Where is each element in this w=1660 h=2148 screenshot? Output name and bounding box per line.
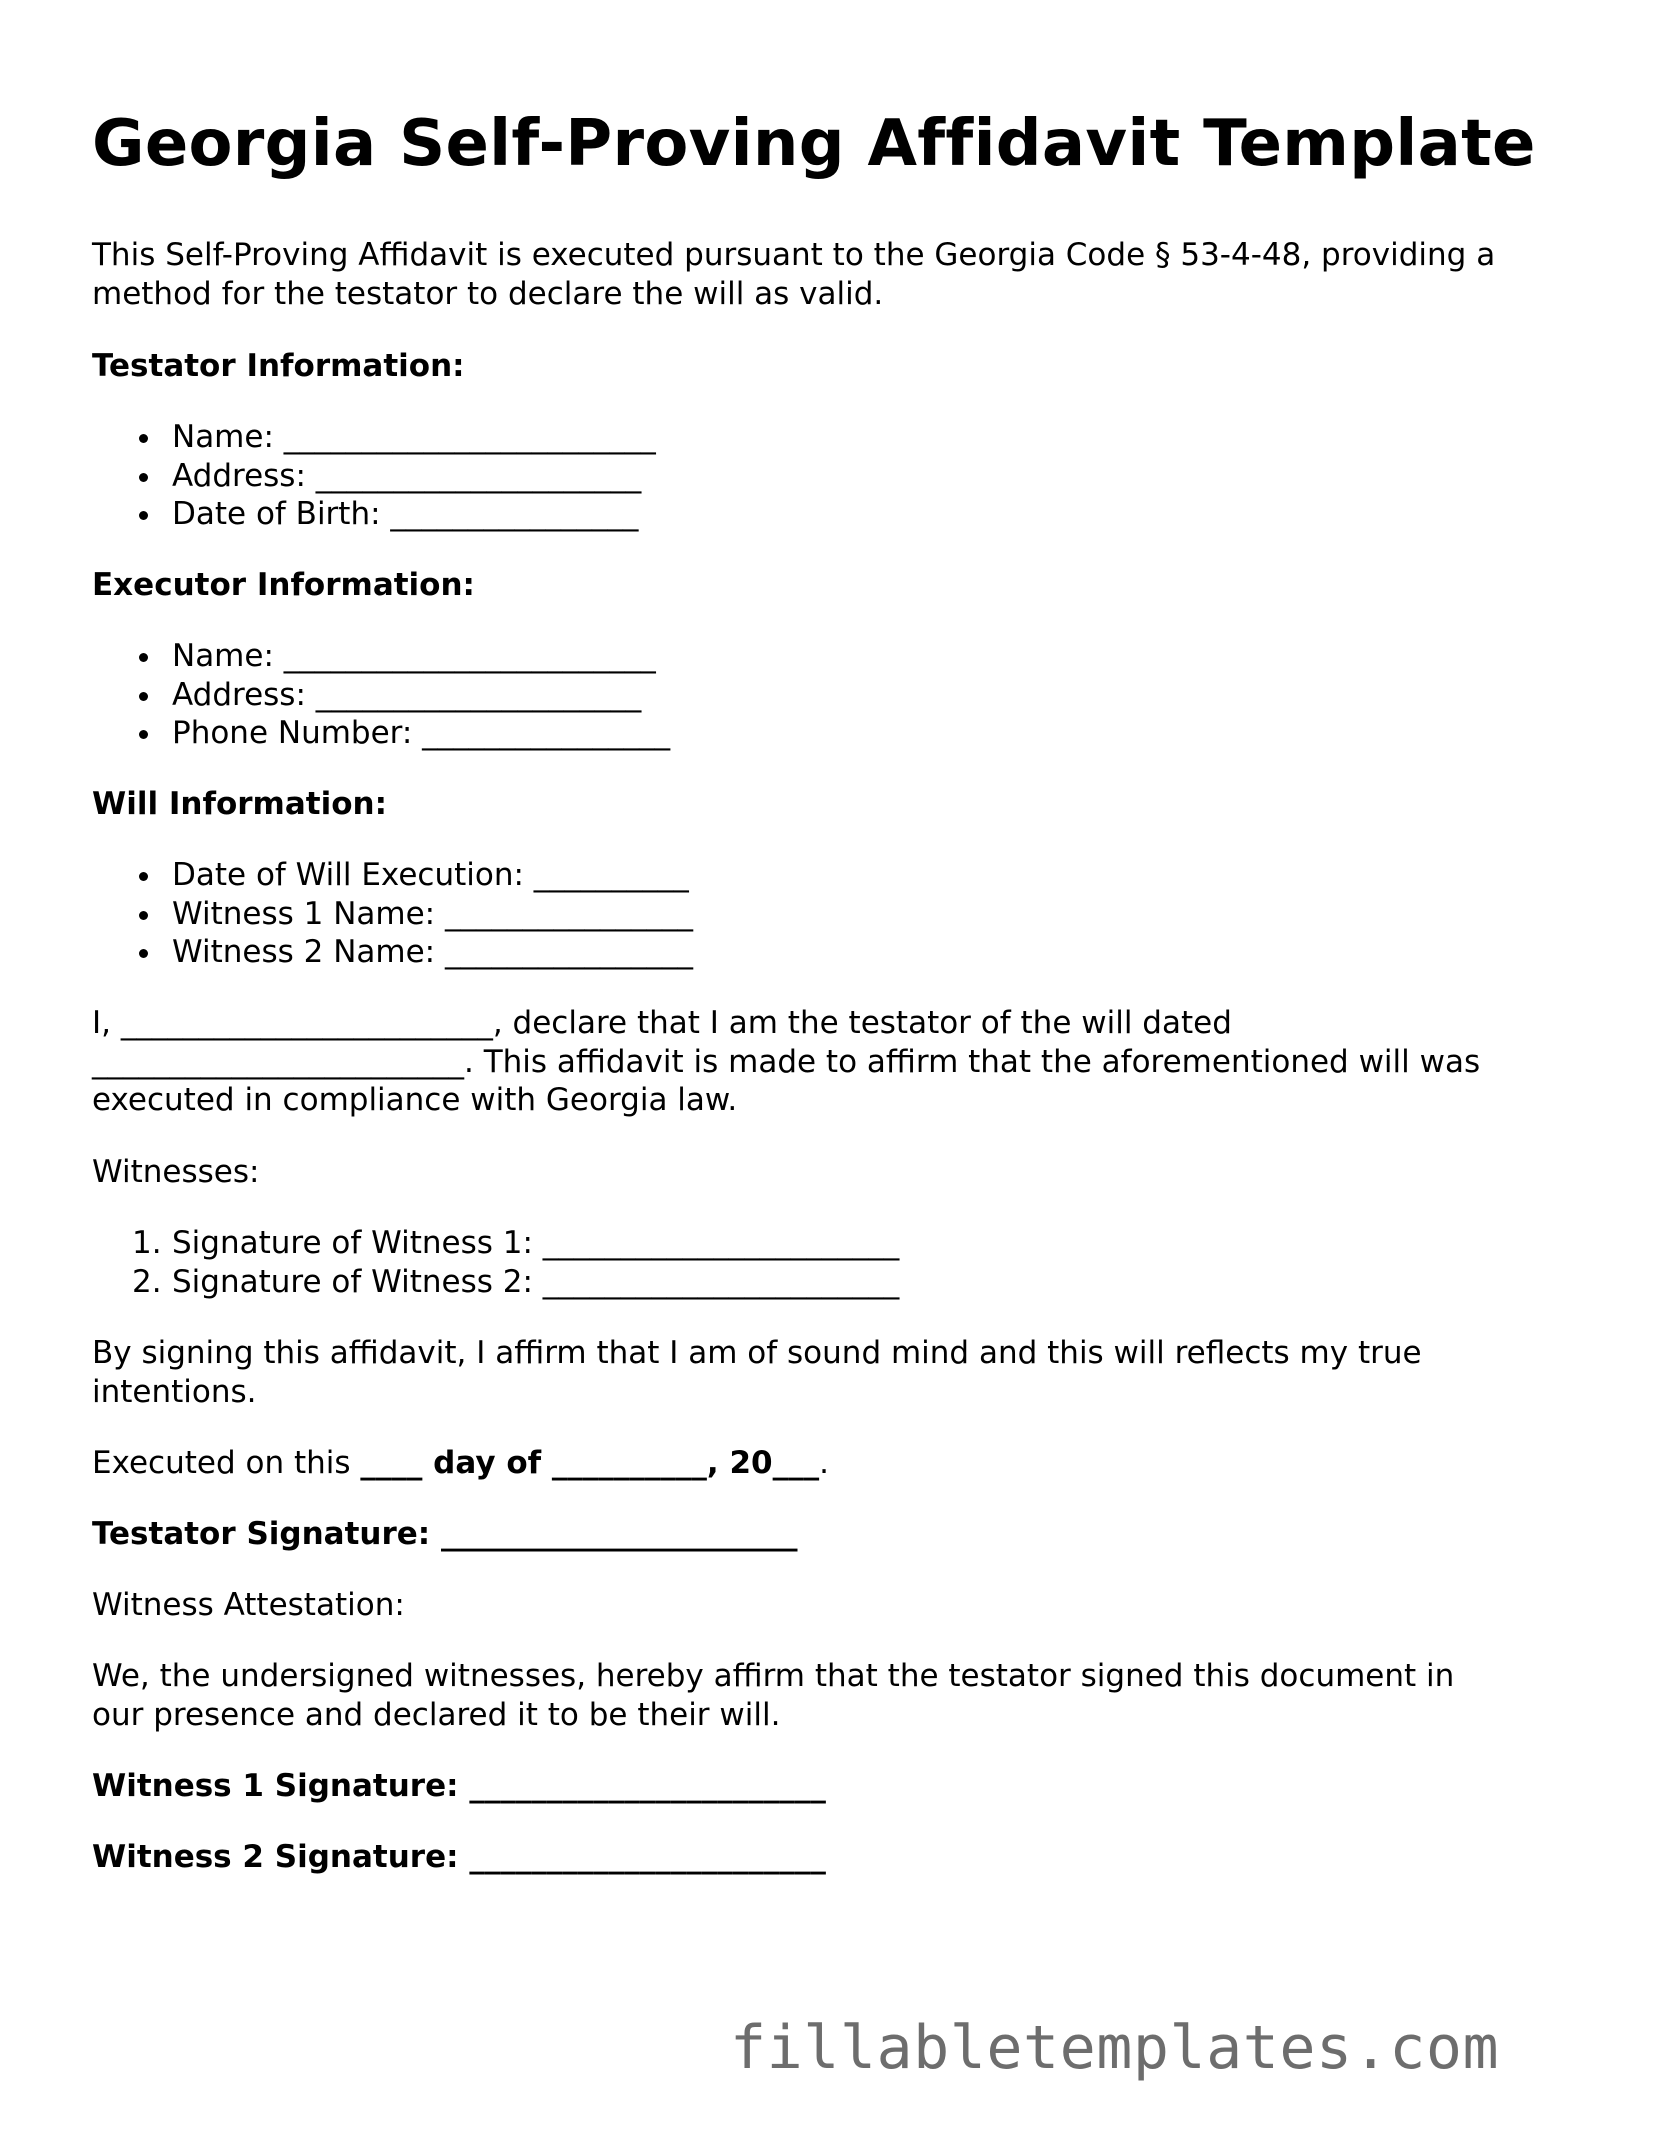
- affirmation-line-1: By signing this affidavit, I affirm that I am of sound mind and this will reflects my true: [92, 1335, 1422, 1371]
- declaration-line-2: ________________________. This affidavit is made to affirm that the aforementioned will was: [92, 1043, 1481, 1080]
- executor-phone-field[interactable]: Phone Number: ________________: [92, 714, 670, 753]
- executor-address-field[interactable]: Address: _____________________: [92, 676, 670, 715]
- witness-2-name-field[interactable]: Witness 2 Name: ________________: [92, 933, 693, 972]
- witness-signature-list: [92, 1224, 899, 1301]
- testator-address-field[interactable]: Address: _____________________: [92, 457, 656, 496]
- witness-1-name-field[interactable]: Witness 1 Name: ________________: [92, 895, 693, 934]
- document-title: Georgia Self-Proving Affidavit Template: [92, 107, 1536, 181]
- intro-line-1: This Self-Proving Affidavit is executed pursuant to the Georgia Code § 53-4-48, providing a: [92, 237, 1496, 273]
- executed-prefix: Executed on this: [92, 1445, 361, 1481]
- will-list: [92, 856, 693, 972]
- testator-heading: Testator Information:: [92, 348, 465, 384]
- affirmation-line-2: intentions.: [92, 1373, 257, 1410]
- attestation-line-1: We, the undersigned witnesses, hereby affirm that the testator signed this document in: [92, 1658, 1455, 1694]
- witness-1-signature-line[interactable]: Witness 1 Signature: _______________________: [92, 1768, 826, 1804]
- testator-dob-field[interactable]: Date of Birth: ________________: [92, 495, 656, 534]
- testator-list: [92, 418, 656, 534]
- list-number: 2.: [132, 1263, 162, 1300]
- attestation-line-2: our presence and declared it to be their will.: [92, 1696, 781, 1733]
- watermark-text: fillabletemplates.com: [730, 2013, 1500, 2083]
- executor-list: [92, 637, 670, 753]
- testator-name-field[interactable]: Name: ________________________: [92, 418, 656, 457]
- testator-signature-field[interactable]: Testator Signature: _______________________: [92, 1516, 798, 1552]
- witness-1-signature-text: Signature of Witness 1: _______________________: [172, 1225, 900, 1261]
- declaration-line-3: executed in compliance with Georgia law.: [92, 1082, 738, 1118]
- executed-date-blanks[interactable]: ____ day of __________, 20___: [360, 1445, 820, 1481]
- executor-name-field[interactable]: Name: ________________________: [92, 637, 670, 676]
- witnesses-label: Witnesses:: [92, 1154, 260, 1190]
- witness-1-signature-field[interactable]: [92, 1224, 899, 1263]
- witness-attestation-label: Witness Attestation:: [92, 1587, 405, 1623]
- will-execution-date-field[interactable]: Date of Will Execution: __________: [92, 856, 693, 895]
- list-number: 1.: [132, 1225, 162, 1261]
- executor-heading: Executor Information:: [92, 567, 475, 603]
- witness-2-signature-line[interactable]: Witness 2 Signature: _______________________: [92, 1839, 826, 1875]
- will-heading: Will Information:: [92, 786, 387, 822]
- executed-on-line[interactable]: [92, 1444, 829, 1483]
- declaration-line-1: I, ________________________, declare that I am the testator of the will dated: [92, 1005, 1232, 1041]
- executed-suffix: .: [819, 1445, 829, 1481]
- witness-2-signature-text: Signature of Witness 2: _______________________: [172, 1263, 900, 1300]
- intro-line-2: method for the testator to declare the will as valid.: [92, 275, 884, 312]
- witness-2-signature-field[interactable]: [92, 1263, 899, 1302]
